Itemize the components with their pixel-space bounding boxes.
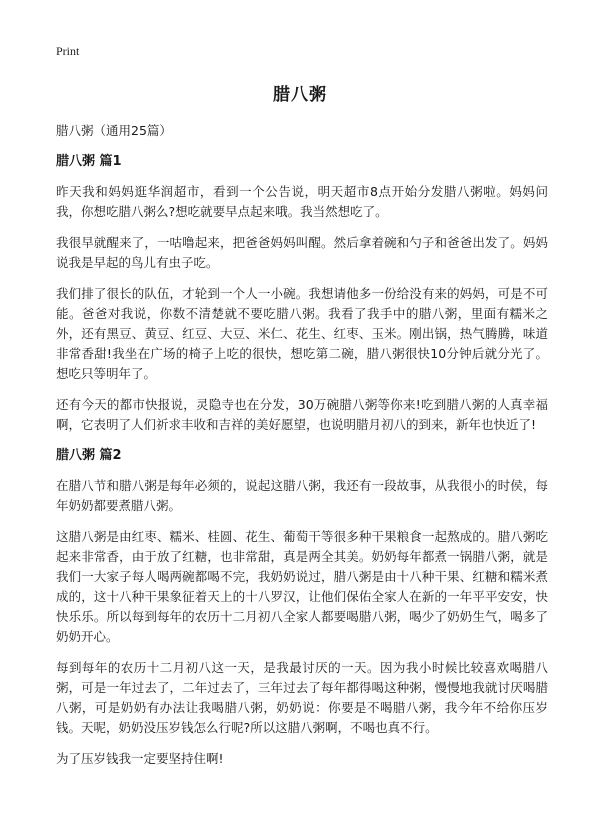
paragraph: 昨天我和妈妈逛华润超市，看到一个公告说，明天超市8点开始分发腊八粥啦。妈妈问我，你想吃腊八粥么?想吃就要早点起来哦。我当然想吃了。 [56,184,548,219]
section-2 [56,446,548,769]
article-body [56,121,548,780]
print-link[interactable]: Print [56,44,80,58]
paragraph: 还有今天的都市快报说，灵隐寺也在分发，30万碗腊八粥等你来!吃到腊八粥的人真幸福啊，它表明了人们祈求丰收和吉祥的美好愿望，也说明腊月初八的到来，新年也快近了! [56,397,548,432]
section-heading: 腊八粥 篇2 [56,448,122,463]
paragraph: 为了压岁钱我一定要坚持住啊! [56,751,224,766]
paragraph: 这腊八粥是由红枣、糯米、桂圆、花生、葡萄干等很多种干果粮食一起熬成的。腊八粥吃起来非常香，由于放了红糖，也非常甜，真是两全其美。奶奶每年都煮一锅腊八粥，就是我们一大家子每人喝两碗都喝不完，我奶奶说过，腊八粥是由十八种干果、红糖和糯米煮成的，这十八种干果象征着天上的十八罗汉，让他们保佑全家人在新的一年平平安安，快快乐乐。所以每到每年的农历十二月初八全家人都要喝腊八粥，喝少了奶奶生气，喝多了奶奶开心。 [56,529,548,644]
paragraph: 我很早就醒来了，一咕噜起来，把爸爸妈妈叫醒。然后拿着碗和勺子和爸爸出发了。妈妈说我是早起的鸟儿有虫子吃。 [56,235,548,270]
section-1 [56,152,548,435]
section-heading: 腊八粥 篇1 [56,154,122,169]
paragraph: 我们排了很长的队伍，才轮到一个人一小碗。我想请他多一份给没有来的妈妈，可是不可能。爸爸对我说，你数不清楚就不要吃腊八粥。我看了我手中的腊八粥，里面有糯米之外，还有黑豆、黄豆、红豆、大豆、米仁、花生、红枣、玉米。刚出锅，热气腾腾，味道非常香甜!我坐在广场的椅子上吃的很快，想吃第二碗，腊八粥很快10分钟后就分光了。想吃只等明年了。 [56,286,548,381]
document-subtitle: 腊八粥（通用25篇） [56,123,172,138]
paragraph: 每到每年的农历十二月初八这一天，是我最讨厌的一天。因为我小时候比较喜欢喝腊八粥，可是一年过去了，二年过去了，三年过去了每年都得喝这种粥，慢慢地我就讨厌喝腊八粥，可是奶奶有办法让我喝腊八粥，奶奶说：你要是不喝腊八粥，我今年不给你压岁钱。天呢，奶奶没压岁钱怎么行呢?所以这腊八粥啊，不喝也真不行。 [56,660,548,735]
page-title: 腊八粥 [273,85,327,105]
paragraph: 在腊八节和腊八粥是每年必须的，说起这腊八粥，我还有一段故事，从我很小的时侯，每年奶奶都要煮腊八粥。 [56,478,548,513]
